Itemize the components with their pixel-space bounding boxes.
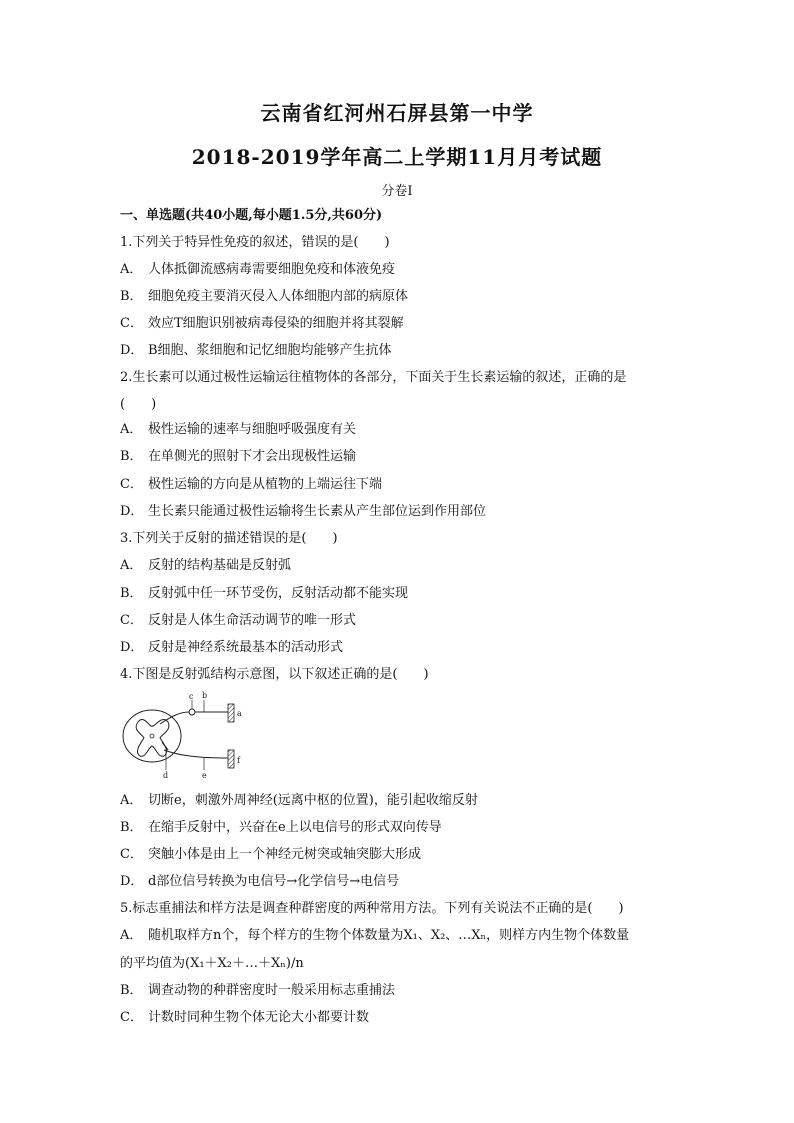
question-2-stem-cont: ( ) bbox=[120, 397, 157, 412]
label-d: d bbox=[163, 771, 169, 780]
option-text: d部位信号转换为电信号→化学信号→电信号 bbox=[148, 874, 400, 889]
ganglion bbox=[189, 709, 195, 715]
option-label: A． bbox=[120, 422, 143, 437]
exam-title: 2018-2019学年高二上学期11月月考试题 bbox=[191, 145, 603, 169]
q3-option-a bbox=[120, 557, 291, 575]
q3-option-c bbox=[120, 612, 356, 630]
option-label: A． bbox=[120, 928, 143, 943]
interneuron bbox=[162, 742, 168, 750]
option-text: 在缩手反射中，兴奋在e上以电信号的形式双向传导 bbox=[148, 820, 442, 835]
option-text: 反射的结构基础是反射弧 bbox=[148, 558, 292, 573]
option-text: 调查动物的种群密度时一般采用标志重捕法 bbox=[148, 983, 396, 998]
option-label: D． bbox=[120, 504, 144, 519]
q1-option-a bbox=[120, 261, 395, 279]
effector-f bbox=[228, 750, 234, 768]
option-text: 效应T细胞识别被病毒侵染的细胞并将其裂解 bbox=[148, 316, 404, 331]
question-4-stem: 4.下图是反射弧结构示意图，以下叙述正确的是( ) bbox=[120, 667, 429, 682]
option-text: 极性运输的方向是从植物的上端运往下端 bbox=[148, 477, 383, 492]
option-text: 切断e，刺激外周神经(远离中枢的位置)，能引起收缩反射 bbox=[148, 793, 478, 808]
q5-option-a-cont: 的平均值为(X₁＋X₂＋…＋Xₙ)/n bbox=[120, 956, 304, 971]
school-title: 云南省红河州石屏县第一中学 bbox=[260, 101, 534, 125]
option-label: A． bbox=[120, 558, 143, 573]
q1-option-d bbox=[120, 342, 392, 360]
option-text: 细胞免疫主要消灭侵入人体细胞内部的病原体 bbox=[148, 289, 409, 304]
label-e: e bbox=[202, 771, 207, 780]
option-text: 反射弧中任一环节受伤，反射活动都不能实现 bbox=[148, 586, 409, 601]
option-label: C． bbox=[120, 847, 143, 862]
option-label: B． bbox=[120, 449, 143, 464]
option-text: B细胞、浆细胞和记忆细胞均能够产生抗体 bbox=[148, 343, 392, 358]
label-a: a bbox=[237, 709, 242, 718]
option-label: A． bbox=[120, 262, 143, 277]
option-text: 突触小体是由上一个神经元树突或轴突膨大形成 bbox=[148, 847, 422, 862]
option-text: 生长素只能通过极性运输将生长素从产生部位运到作用部位 bbox=[148, 504, 487, 519]
q2-option-d bbox=[120, 503, 486, 521]
q4-option-b bbox=[120, 819, 442, 837]
option-text: 人体抵御流感病毒需要细胞免疫和体液免疫 bbox=[148, 262, 396, 277]
q5-option-c bbox=[120, 1009, 369, 1027]
option-label: C． bbox=[120, 1010, 143, 1025]
q3-option-b bbox=[120, 585, 408, 603]
question-1-stem: 1.下列关于特异性免疫的叙述，错误的是( ) bbox=[120, 235, 390, 250]
receptor-a bbox=[228, 704, 234, 722]
option-label: B． bbox=[120, 289, 143, 304]
option-text: 极性运输的速率与细胞呼吸强度有关 bbox=[148, 422, 357, 437]
option-text: 反射是神经系统最基本的活动形式 bbox=[148, 640, 344, 655]
central-canal bbox=[150, 734, 154, 738]
option-label: B． bbox=[120, 820, 143, 835]
option-label: D． bbox=[120, 874, 144, 889]
part-label: 分卷I bbox=[381, 184, 413, 199]
option-label: D． bbox=[120, 640, 144, 655]
option-label: C． bbox=[120, 316, 143, 331]
option-label: C． bbox=[120, 477, 143, 492]
q4-option-d bbox=[120, 873, 399, 891]
option-label: A． bbox=[120, 793, 143, 808]
question-3-stem: 3.下列关于反射的描述错误的是( ) bbox=[120, 531, 338, 546]
label-f: f bbox=[237, 756, 240, 765]
q2-option-a bbox=[120, 421, 356, 439]
q4-option-c bbox=[120, 846, 421, 864]
label-b: b bbox=[202, 691, 208, 700]
option-text: 计数时同种生物个体无论大小都要计数 bbox=[148, 1010, 370, 1025]
option-label: C． bbox=[120, 613, 143, 628]
q5-option-a bbox=[120, 927, 629, 945]
q1-option-c bbox=[120, 315, 404, 333]
reflex-arc-diagram bbox=[120, 690, 250, 780]
q2-option-c bbox=[120, 476, 382, 494]
q2-option-b bbox=[120, 448, 356, 466]
option-text: 在单侧光的照射下才会出现极性运输 bbox=[148, 449, 357, 464]
label-c: c bbox=[189, 692, 194, 701]
q5-option-b bbox=[120, 982, 395, 1000]
option-label: D． bbox=[120, 343, 144, 358]
option-text: 反射是人体生命活动调节的唯一形式 bbox=[148, 613, 357, 628]
option-text: 随机取样方n个，每个样方的生物个体数量为X₁、X₂、…Xₙ，则样方内生物个体数量 bbox=[148, 928, 630, 943]
spinal-cord-outline bbox=[123, 710, 181, 762]
question-5-stem: 5.标志重捕法和样方法是调查种群密度的两种常用方法。下列有关说法不正确的是( ) bbox=[120, 901, 624, 916]
q3-option-d bbox=[120, 639, 343, 657]
q1-option-b bbox=[120, 288, 408, 306]
option-label: B． bbox=[120, 983, 143, 998]
question-2-stem: 2.生长素可以通过极性运输运往植物体的各部分，下面关于生长素运输的叙述，正确的是 bbox=[120, 370, 627, 385]
option-label: B． bbox=[120, 586, 143, 601]
section-heading: 一、单选题(共40小题,每小题1.5分,共60分) bbox=[120, 208, 383, 223]
q4-option-a bbox=[120, 792, 478, 810]
